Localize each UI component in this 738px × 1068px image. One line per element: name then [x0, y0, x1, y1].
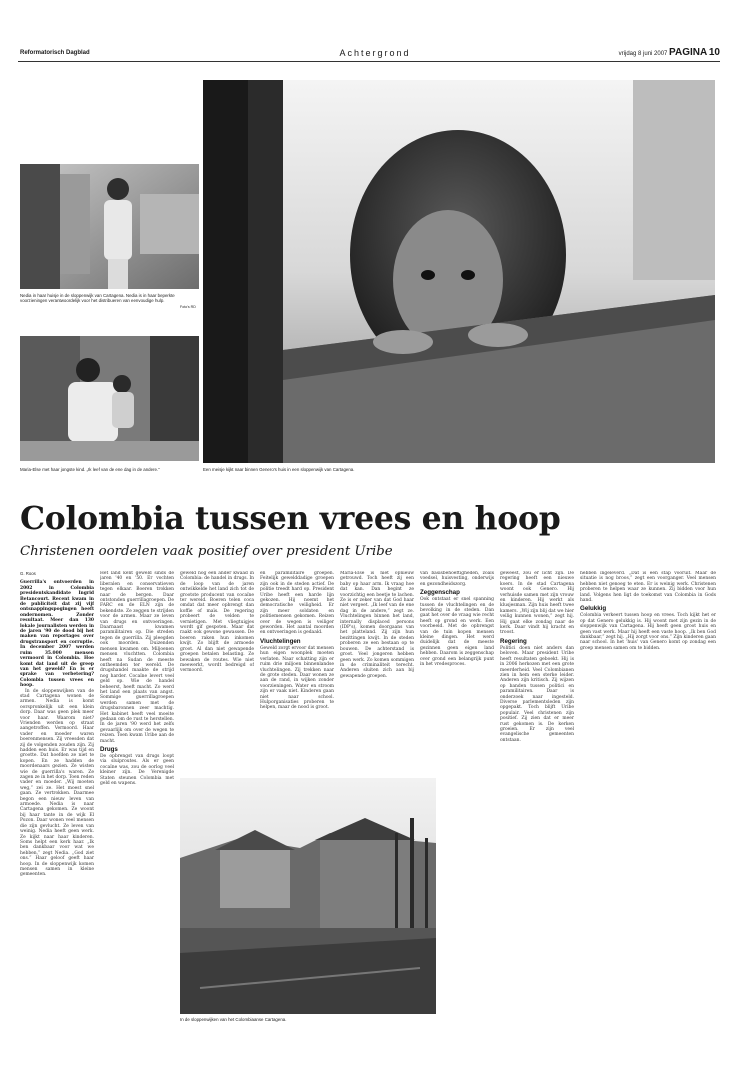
photo-slums-caption: In de sloppenwijken van het Colombiaanse Cartagena.	[180, 1017, 287, 1022]
subheading-drugs: Drugs	[100, 746, 118, 753]
article-intro: Guerrilla's ontvoerden in 2002 in Colombia presidentskandidate Ingrid Betancourt. Recent kwam in de publiciteit dat zij vijf ontsnappingspogingen heeft ondernomen. Zonder resultaat. Meer dan 130 lokale journalisten werden in de jaren '90 de dood bij het maken van reportages over drugstransport en corruptie. In december 2007 werden ruim 35.000 mensen vermoord in Colombia. Hoe komt dat land uit de greep van het geweld? En is er sprake van verbetering? Colombia tussen vrees en hoop.	[20, 580, 94, 689]
article-column-6	[420, 571, 494, 771]
article-column-4	[260, 571, 334, 771]
article-body-col8: hebben ingeleverd. „Dat is een stap vooruit. Maar de situatie is nog broos,” zegt een voorganger. Veel mensen hebben niet genoeg te eten. Er is weinig werk. Christenen proberen te helpen waar ze kunnen. Zij bidden voor hun land. Volgens hen ligt de toekomst van Colombia in Gods hand.	[580, 571, 716, 604]
article-column-8	[580, 571, 716, 1058]
page-info	[619, 47, 720, 58]
article-subheadline: Christenen oordelen vaak positief over president Uribe	[20, 544, 393, 559]
subheading-regering: Regering	[500, 637, 527, 645]
article-column-3	[180, 571, 254, 771]
photo-nedia-caption: Nedia in haar huisje in de sloppenwijk van Cartagena. Nedia is in haar beperkte voorzieningen verantwoordelijk voor het distribueren van eenvoudige hulp.	[20, 293, 175, 304]
article-body-col1: In de sloppenwijken van de stad Cartagena wonen de armen. Nedia is komt oorspronkelijk uit een klein dorp. Daar was geen plek meer voor haar. Waarom niet? Vrienden werden op straat aangetroffen. Vermoord. Haar vader en moeder waren boerenmensen. Zij vreesden dat zij de volgenden zouden zijn. Zij hadden een huis. Er was tijd en grootte. Dat hoefden ze niet te kopen. En ze hadden de moordenaars gezien. Ze wisten wie de guerrilla's waren. Ze zagen ze in het dorp. Toen reden vader en moeder. „Wij moeten weg,” zei ze. Het moest snel gaan. Ze vertrokken. Daarmee begon een nieuw leven van armoede. Nedia is naar Cartagena gekomen. Ze woont bij haar tante in de wijk El Pozon. Daar wonen veel mensen die zijn gevlucht. Ze leven van weinig. Nedia heeft geen werk. Ze kijkt naar haar kinderen. Soms helpt een kerk haar. „Ik ben dankbaar voor wat we hebben,” zegt Nedia. „God ziet ons.” Haar geloof geeft haar hoop. In de sloppenwijk komen mensen samen in kleine gemeenten.	[20, 688, 94, 878]
article-body-col5: Maria-Else is niet opnieuw getrouwd. Toch heeft zij een baby op haar arm. Ik vraag hoe dat kan. Dan begint ze voorzichtig een beetje te lachen. Ze is er zeker van dat God haar niet vergeet. „Ik leef van de ene dag in de andere,” zegt ze. Vluchtelingen binnen het land, internally displaced persons (IDP's), komen doorgaans van het platteland. Zij zijn hun bezittingen kwijt. In de steden proberen ze een bestaan op te bouwen. De achterstand is groot. Veel jongeren hebben geen werk. Zo komen sommigen in de criminaliteit terecht. Anderen sluiten zich aan bij gewapende groepen.	[340, 571, 414, 679]
article-column-7	[500, 571, 574, 1058]
photo-nedia	[20, 164, 199, 289]
section-title: Achtergrond	[339, 48, 411, 58]
article-body-col2: Het land kent geweld sinds de jaren '40 en '50. Er vochten liberalen en conservatieven tegen elkaar. Boeren trokken naar de bergen. Daar ontstonden guerrillagroepen. De FARC en de ELN zijn de bekendste. Ze zeggen te strijden voor de armen. Maar ze leven van drugs en ontvoeringen. Daarnaast kwamen paramilitairen op. Die streden tegen de guerrilla. Zij pleegden ook moorden. Duizenden mensen kwamen om. Miljoenen mensen vluchtten. Colombia heeft na Sudan de meeste ontheemden ter wereld. De drugshandel maakte de strijd nog harder. Cocaïne levert veel geld op. Wie de handel beheerst, heeft macht. Zo werd het land een plaats van angst. Sommige guerrillagroepen werden samen met de drugsbaronnen zeer machtig. Het kabinet heeft veel moeite gedaan om de rust te herstellen. In de jaren '90 werd het zelfs gevaarlijk om over de wegen te reizen. Toen kwam Uribe aan de macht.	[100, 571, 174, 744]
photo-main-girl	[203, 80, 715, 463]
article-body-col6: van basisbehoeftigheden, zoals voedsel, huisvesting, onderwijs en gezondheidszorg.	[420, 571, 494, 587]
photo-slums	[180, 778, 436, 1014]
article-body-col4: en paramilitaire groepen. Feitelijk gewelddadige groepen zijn ook in de steden actief. De politie treedt hard op. President Uribe heeft een harde lijn gekozen. Hij noemt het democratische veiligheid. Er zijn meer soldaten en politiemensen gekomen. Reizen over de wegen is veiliger geworden. Het aantal moorden en ontvoeringen is gedaald.	[260, 571, 334, 636]
header-rule	[18, 61, 720, 62]
article-column-1	[20, 571, 94, 1058]
issue-date: vrijdag 8 juni 2007	[618, 51, 668, 57]
article-body-col3: geweld nog een ander kwaad in Colombia: de handel in drugs. In de loop van de jaren ontwikkelde het land zich tot de grootste producent van cocaïne ter wereld. Boeren telen coca omdat dat meer opbrengt dan koffie of maïs. De regering probeert de velden te vernietigen. Met vliegtuigjes wordt gif gespoten. Maar dat raakt ook gewone gewassen. De boeren raken hun inkomen kwijt. Zo blijft de armoede groot. Al dan niet gewapende groepen betalen belasting. Ze bewaken de routes. Wie niet meewerkt, wordt bedreigd of vermoord.	[180, 571, 254, 674]
byline: G. Roos	[20, 571, 36, 576]
newspaper-name: Reformatorisch Dagblad	[20, 50, 90, 56]
article-body-col6b: Ook ontstaat er snel spanning tussen de vluchtelingen en de bevolking in de steden. Dan gaat het over de vraag wie recht heeft op grond en werk. Een voorbeeld. Met de opbrengst van de tuin kopen mensen kleine dingen. Het werd duidelijk dat de meeste gezinnen geen eigen land hebben. Daarom is zeggenschap over grond een belangrijk punt in het vredesproces.	[420, 597, 494, 668]
article-body-col2b: De opbrengst van drugs loopt via sluiproutes. Als er geen cocaïne was, zou de oorlog veel kleiner zijn. De Verenigde Staten steunen Colombia met geld en wapens.	[100, 754, 174, 787]
article-column-5	[340, 571, 414, 771]
article-body-col8b: Colombia verkeert tussen hoop en vrees. Toch kijkt het er op dat Genero gelukkig is. Hij woont met zijn gezin in de sloppenwijk van Cartagena. Hij heeft geen groot huis en geen vast werk. Maar hij heeft een vaste hoop. „Ik ben God dankbaar,” zegt hij. „Hij zorgt voor ons.” Zijn kinderen gaan naar school. In het ‘huis’ van Genero komt op zondag een groep mensen samen om te bidden.	[580, 613, 716, 651]
article-column-2	[100, 571, 174, 1058]
article-body-col7b: Politici doen niet anders dan beloven. Maar president Uribe heeft resultaten geboekt. Hij is in 2006 herkozen met een grote meerderheid. Veel Colombianen zien in hem een sterke leider. Anderen zijn kritisch. Zij wijzen op banden tussen politici en paramilitairen. Daar is onderzoek naar ingesteld. Diverse parlementsleden zijn opgepakt. Toch blijft Uribe populair. Veel christenen zijn positief. Zij zien dat er meer rust gekomen is. De kerken groeien. Er zijn veel evangelische gemeenten ontstaan.	[500, 645, 574, 743]
subheading-gelukkig: Gelukkig	[580, 605, 607, 613]
page-label: PAGINA	[669, 47, 708, 58]
subheading-vluchtelingen: Vluchtelingen	[260, 637, 301, 645]
photo-credit: Foto's RD	[180, 305, 196, 309]
subheading-zeggenschap: Zeggenschap	[420, 589, 460, 597]
photo-main-caption: Een meisje kijkt naar binnen Genero's huis in een sloppenwijk van Cartagena.	[203, 467, 355, 472]
page-number: 10	[708, 47, 720, 58]
article-headline: Colombia tussen vrees en hoop	[20, 500, 561, 537]
photo-maria-else-caption: Maria-Else met haar jongste kind. „Ik leef van de ene dag in de andere.”	[20, 467, 160, 472]
article-body-col7: geweest, zou er licht zijn. De regering heeft een nieuwe koers. In de stad Cartagena woont ook Genero. Hij verhuisde samen met zijn vrouw en kinderen. Hij werkt als klusjesman. Zijn huis heeft twee kamers. „Wij zijn blij dat we hier veilig kunnen wonen,” zegt hij. Hij gaat elke zondag naar de kerk. Daar vindt hij kracht en troost.	[500, 571, 574, 636]
article-body-col4b: Geweld zorgt ervoor dat mensen hun eigen woonplek moeten verlaten. Naar schatting zijn er ruim drie miljoen binnenlandse vluchtelingen. Zij trekken naar de grote steden. Daar wonen ze aan de rand, in wijken zonder voorzieningen. Water en stroom zijn er vaak niet. Kinderen gaan niet naar school. Hulporganisaties proberen te helpen, maar de nood is groot.	[260, 645, 334, 711]
photo-maria-else	[20, 336, 199, 461]
